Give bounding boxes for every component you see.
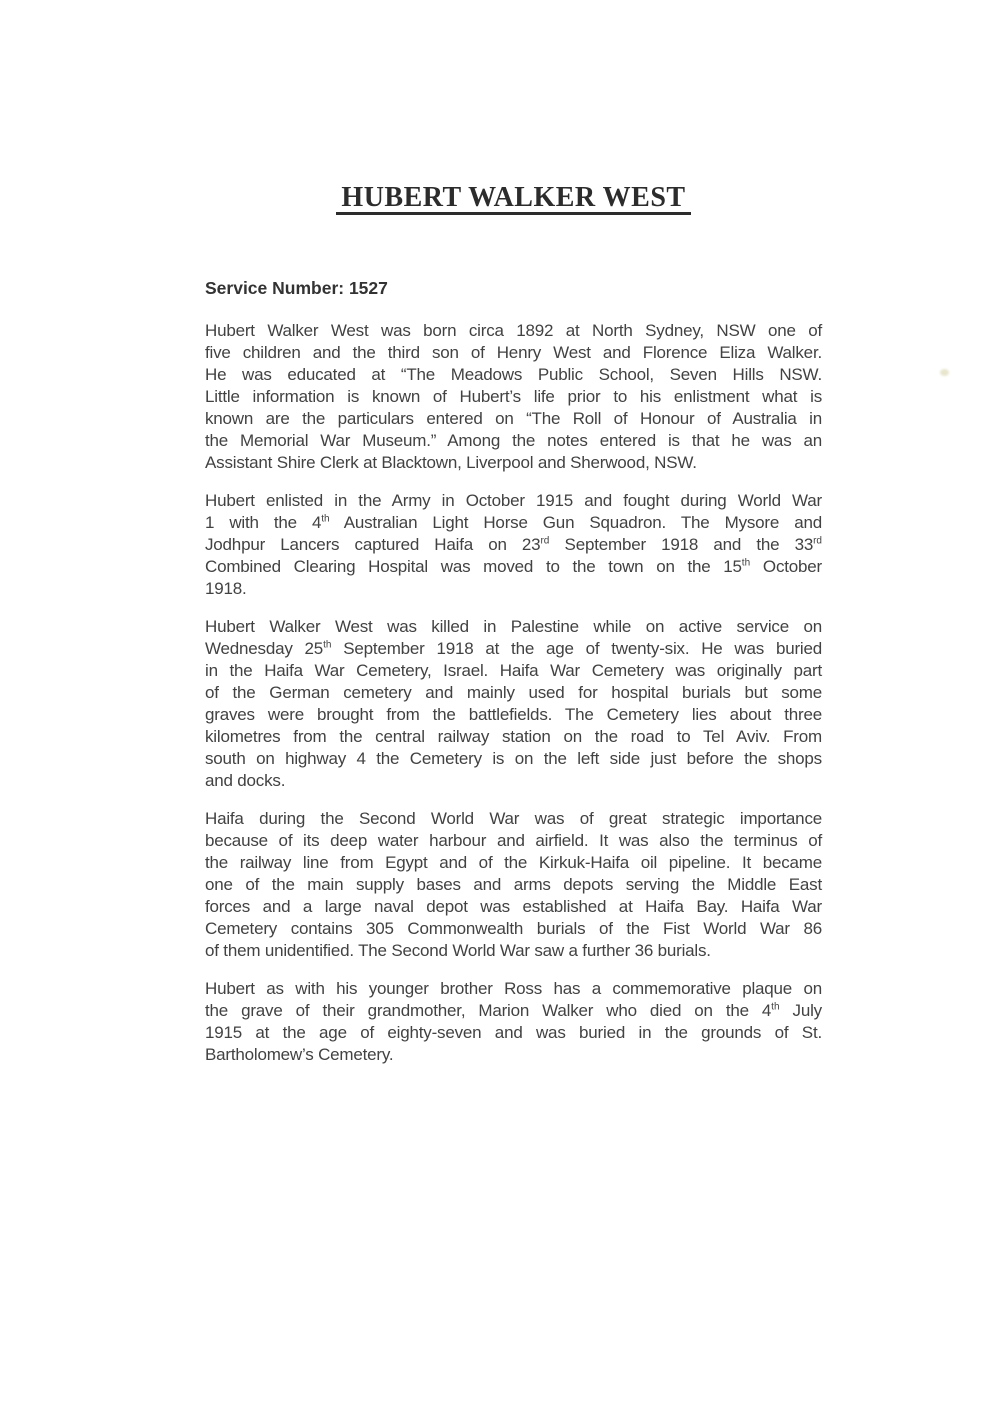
scan-speck — [940, 369, 949, 376]
text-line: graves were brought from the battlefields. The Cemetery lies about three — [205, 705, 822, 724]
text-line: Bartholomew’s Cemetery. — [205, 1045, 394, 1064]
ordinal-superscript: th — [741, 557, 751, 569]
text-line: Hubert Walker West was killed in Palestine while on active service on — [205, 617, 822, 636]
text-line: and docks. — [205, 771, 286, 790]
paragraph — [205, 490, 822, 600]
text-line: 1918. — [205, 579, 247, 598]
text-line: the grave of their grandmother, Marion Walker who died on the 4th July — [205, 1001, 822, 1020]
text-line: 1915 at the age of eighty-seven and was buried in the grounds of St. — [205, 1023, 822, 1042]
text-line: south on highway 4 the Cemetery is on the left side just before the shops — [205, 749, 822, 768]
document-title-text: HUBERT WALKER WEST — [336, 184, 690, 215]
text-line: Cemetery contains 305 Commonwealth burials of the Fist World War 86 — [205, 919, 822, 938]
ordinal-superscript: th — [771, 1001, 780, 1013]
text-line: the Memorial War Museum.” Among the notes entered is that he was an — [205, 431, 822, 450]
text-line: five children and the third son of Henry West and Florence Eliza Walker. — [205, 343, 822, 362]
text-line: Hubert Walker West was born circa 1892 at North Sydney, NSW one of — [205, 321, 822, 340]
text-line: of the German cemetery and mainly used for hospital burials but some — [205, 683, 822, 702]
text-line: Haifa during the Second World War was of great strategic importance — [205, 809, 822, 828]
text-line: forces and a large naval depot was established at Haifa Bay. Haifa War — [205, 897, 822, 916]
paragraph — [205, 616, 822, 792]
text-line: Little information is known of Hubert’s life prior to his enlistment what is — [205, 387, 822, 406]
text-line: Hubert as with his younger brother Ross has a commemorative plaque on — [205, 979, 822, 998]
text-line: Assistant Shire Clerk at Blacktown, Liverpool and Sherwood, NSW. — [205, 453, 697, 472]
text-line: in the Haifa War Cemetery, Israel. Haifa War Cemetery was originally part — [205, 661, 822, 680]
ordinal-superscript: rd — [540, 535, 550, 547]
text-line: one of the main supply bases and arms depots serving the Middle East — [205, 875, 822, 894]
document-body — [205, 320, 822, 1082]
ordinal-superscript: th — [321, 513, 330, 525]
text-line: Wednesday 25th September 1918 at the age of twenty-six. He was buried — [205, 639, 823, 658]
paragraph — [205, 320, 822, 474]
text-line: 1 with the 4th Australian Light Horse Gun Squadron. The Mysore and — [205, 513, 822, 532]
text-line: known are the particulars entered on “The Roll of Honour of Australia in — [205, 409, 822, 428]
text-line: Combined Clearing Hospital was moved to the town on the 15th October — [205, 557, 822, 576]
text-line: Jodhpur Lancers captured Haifa on 23rd September 1918 and the 33rd — [205, 535, 822, 554]
text-line: He was educated at “The Meadows Public School, Seven Hills NSW. — [205, 365, 822, 384]
text-line: of them unidentified. The Second World War saw a further 36 burials. — [205, 941, 711, 960]
document-title — [205, 182, 822, 215]
ordinal-superscript: rd — [813, 535, 822, 547]
text-line: because of its deep water harbour and airfield. It was also the terminus of — [205, 831, 822, 850]
paragraph — [205, 808, 822, 962]
text-line: the railway line from Egypt and of the Kirkuk-Haifa oil pipeline. It became — [205, 853, 822, 872]
text-line: Hubert enlisted in the Army in October 1915 and fought during World War — [205, 491, 822, 510]
service-number: Service Number: 1527 — [205, 278, 388, 298]
text-line: kilometres from the central railway station on the road to Tel Aviv. From — [205, 727, 822, 746]
paragraph — [205, 978, 822, 1066]
ordinal-superscript: th — [323, 639, 332, 651]
